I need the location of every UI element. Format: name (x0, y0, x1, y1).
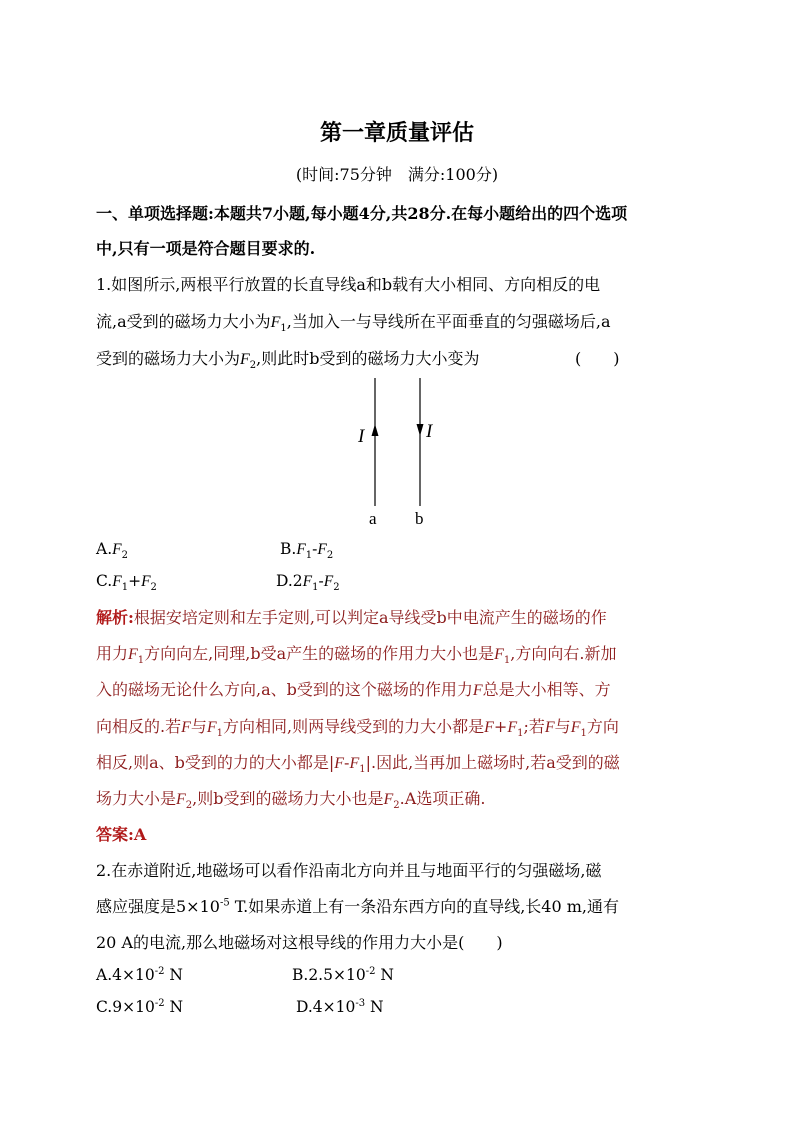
analysis-line6: 场力大小是$F_2$,则b受到的磁场力大小也是$F_2.A$选项正确. (96, 789, 486, 812)
answer-line (96, 822, 146, 845)
analysis-line2: 用力$F_1$方向向左,同理,b受a产生的磁场的作用力大小也是$F_1$,方向向右.新加 (96, 644, 617, 667)
q2-option-a: $A.4\times 10^{-2}$ N (96, 966, 183, 985)
q1-option-a: $A.F_2$ (96, 540, 128, 562)
wire-b-label: b (415, 509, 424, 528)
answer-bracket: ( ) (575, 349, 620, 368)
wire-a-arrow-up (372, 424, 379, 436)
q2-line2: 感应强度是$5\times 10^{-5}$ T.如果赤道上有一条沿东西方向的直导线,长40 m,通有 (96, 897, 619, 916)
section-heading-line2: 中,只有一项是符合题目要求的. (96, 239, 316, 258)
answer-value: A (133, 825, 147, 844)
wire-a-label: a (369, 509, 377, 528)
analysis-label: 解析: (96, 608, 134, 627)
wire-b-arrow-down (417, 424, 424, 436)
q1-line2: 流,a受到的磁场力大小为$F_1$,当加入一与导线所在平面垂直的匀强磁场后,a (96, 312, 611, 335)
answer-label: 答案: (96, 825, 134, 844)
exam-info: (时间:75分钟 满分:100分) (295, 165, 499, 184)
analysis-line5: 相反,则a、b受到的力的大小都是$|F-F_1|$.因此,当再加上磁场时,若a受到的磁 (96, 753, 620, 776)
analysis-line3: 入的磁场无论什么方向,a、b受到的这个磁场的作用力F总是大小相等、方 (96, 680, 611, 699)
section-heading-line1: 一、单项选择题:本题共7小题,每小题4分,共28分.在每小题给出的四个选项 (96, 204, 628, 223)
analysis-line4: 向相反的.若F与$F_1$方向相同,则两导线受到的力大小都是$F+F_1$;若F与$F_1$方向 (96, 717, 619, 740)
analysis-line1: 解析:根据安培定则和左手定则,可以判定a导线受b中电流产生的磁场的作 (96, 608, 607, 627)
current-label-a: I (358, 426, 365, 447)
current-label-b: I (426, 421, 433, 442)
page-title: 第一章质量评估 (319, 120, 474, 146)
parallel-wires-figure (340, 370, 460, 530)
q1-option-d: $D.2F_1-F_2$ (276, 572, 340, 594)
q2-option-c: $C.9\times 10^{-2}$ N (96, 998, 184, 1017)
q1-option-c: $C.F_1+F_2$ (96, 572, 157, 594)
q1-line3: 受到的磁场力大小为$F_2$,则此时b受到的磁场力大小变为 (96, 349, 480, 372)
q2-line1: 2.在赤道附近,地磁场可以看作沿南北方向并且与地面平行的匀强磁场,磁 (96, 861, 602, 880)
q1-option-b: $B.F_1-F_2$ (280, 540, 334, 562)
q2-option-d: $D.4\times 10^{-3}$ N (296, 998, 384, 1017)
q1-line1: 1.如图所示,两根平行放置的长直导线a和b载有大小相同、方向相反的电 (96, 275, 601, 294)
q2-line3: 20 A的电流,那么地磁场对这根导线的作用力大小是( ) (96, 933, 503, 952)
q2-option-b: $B.2.5\times 10^{-2}$ N (292, 966, 394, 985)
